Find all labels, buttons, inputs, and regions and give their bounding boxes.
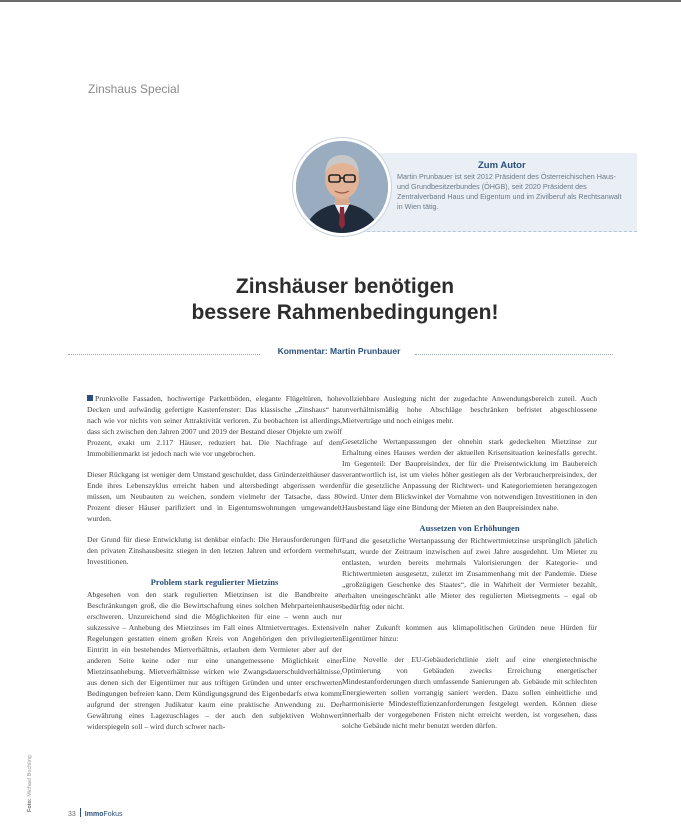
paragraph xyxy=(87,393,342,459)
footer-separator xyxy=(80,808,81,817)
paragraph: Gesetzliche Wertanpassungen der ohnehin stark gedeckelten Mietzinse zur Erhaltung eines Hauses werden der aktuellen Krisensituation keinesfalls gerecht. Im Gegenteil: Der Baupreisindex, der für die Preisentwicklung im Baubereich verantwortlich ist, ist um vieles höher gestiegen als der Verbraucherpreisindex, der für die gesetzliche Anpassung der Richtwert- und Kategoriemieten herangezogen wird. Unter dem Blickwinkel der Vornahme von notwendigen Investitionen in den Hausbestand läge eine Bindung der Mieten an den Baupreisindex nahe. xyxy=(342,437,597,512)
article-column-left xyxy=(87,393,342,742)
start-square-icon xyxy=(87,395,93,401)
byline-divider-left xyxy=(68,354,260,355)
author-bio: Martin Prunbauer ist seit 2012 Präsident des Österreichischen Haus- und Grundbesitzerbundes (ÖHGB), seit 2020 Präsident des Zentralverband Haus und Eigentum und im Zivilberuf als Rechtsanwalt in Wien tätig. xyxy=(397,172,622,211)
page-number: 33 xyxy=(68,811,76,818)
paragraph: Der Grund für diese Entwicklung ist denkbar einfach: Die Herausforderungen für den privaten Zinshausbesitz stiegen in den letzten Jahren und erfordern vermehrt Investitionen. xyxy=(87,535,342,566)
subheading: Problem stark regulierter Mietzins xyxy=(150,577,279,587)
paragraph: Eine Novelle der EU-Gebäuderichtlinie zielt auf eine energietechnische Optimierung von Gebäuden zwecks Erreichung energetischer Mindestanforderungen durch umfassende Sanierungen ab. Gebäude mit schlechten Energiewerten sollen vorrangig saniert werden. Dazu sollen einheitliche und harmonisierte Mindesteffizienzanforderungen festgelegt werden. Können diese innerhalb der vorgegebenen Fristen nicht erreicht werden, ist vorgesehen, dass solche Gebäude nicht mehr benutzt werden dürfen. xyxy=(342,655,597,730)
article-headline xyxy=(110,274,580,326)
paragraph: vollziehbare Auslegung nicht der zugedachte Anwendungsbereich zuteil. Auch unverhältnismäßig hohe Abschläge beschränken befristet abgeschlossene Mietverträge und noch einiges mehr. xyxy=(342,394,597,425)
magazine-brand-rest: Fokus xyxy=(103,811,123,818)
section-label: Zinshaus Special xyxy=(88,82,180,96)
headline-line-1: Zinshäuser benötigen xyxy=(235,275,455,298)
byline: Kommentar: Martin Prunbauer xyxy=(277,346,401,356)
photo-credit-name: Michael Buchling xyxy=(27,755,33,797)
byline-divider-right xyxy=(415,354,613,355)
byline-row xyxy=(68,346,613,360)
magazine-brand-bold: Immo xyxy=(84,811,104,818)
headline-line-2: bessere Rahmenbedingungen! xyxy=(191,301,499,324)
top-rule xyxy=(0,0,681,2)
photo-credit xyxy=(27,722,37,812)
photo-credit-label: Foto: xyxy=(27,798,33,812)
paragraph: Abgesehen von den stark regulierten Mietzinsen ist die Bandbreite an Beschränkungen groß, die die Bewirtschaftung eines solchen Mehrparteienhauses erschweren. Unzureichend sind die Möglichkeiten für eine – wenn auch nur sukzessive – Anhebung des Mietzinses im Fall eines Altmietvertrages. Extensive Regelungen gestatten einem großen Kreis von Angehörigen den privilegierten Eintritt in ein bestehendes Mietverhältnis, erlauben dem Vermieter aber auf der anderen Seite keine oder nur eine unangemessene Möglichkeit einer Mietzinsanhebung. Mietverhältnisse wirken wie Zwangsdauerschuldverhältnisse, aus denen sich der Eigentümer nur aus triftigen Gründen und unter erschwerten Bedingungen befreien kann. Dem Kündigungsgrund des Eigenbedarfs etwa kommt aufgrund der strengen Judikatur kaum eine praktische Anwendung zu. Der Gewährung eines Lagezuschlages – der auch den subjektiven Wohnwert widerspiegeln soll – wird durch schwer nach- xyxy=(87,590,342,731)
paragraph: In naher Zukunft kommen aus klimapolitischen Gründen neue Hürden für Eigentümer hinzu: xyxy=(342,623,597,643)
subheading: Aussetzen von Erhöhungen xyxy=(419,523,520,533)
article-column-right xyxy=(342,393,597,741)
paragraph-text: Prunkvolle Fassaden, hochwertige Parkettböden, elegante Flügeltüren, hohe Decken und aufwändig gefertigte Kastenfenster: Das klassische „Zinshaus“ hat nach wie vor nichts von seiner Attraktivität verloren. Zu beobachten ist allerdings, dass sich zwischen den Jahren 2007 und 2019 der Bestand dieser Objekte um zwölf Prozent, exakt um 2.117 Häuser, reduziert hat. Die Nachfrage auf dem Immobilienmarkt ist jedoch nach wie vor ungebrochen. xyxy=(87,394,342,458)
page-footer xyxy=(68,808,123,818)
author-photo xyxy=(293,138,391,236)
author-box-title: Zum Autor xyxy=(478,160,526,171)
paragraph: Fand die gesetzliche Wertanpassung der Richtwertmietzinse ursprünglich jährlich statt, wurde der Zeitraum inzwischen auf zwei Jahre ausgedehnt. Um Mieter zu entlasten, wurden bereits mehrmals Valorisierungen der Kategorie- und Richtwertmieten ausgesetzt, zuletzt im Zusammenhang mit der Pandemie. Diese „großzügigen Geschenke des Staates“, die in Wahrheit der Vermieter bezahlt, erhalten uneingeschränkt alle Mieter des regulierten Mietsegments – egal ob bedürftig oder nicht. xyxy=(342,536,597,611)
paragraph: Dieser Rückgang ist weniger dem Umstand geschuldet, dass Gründerzeithäuser das Ende ihres Lebenszyklus erreicht haben und altersbedingt abgerissen werden müssen, um Neubauten zu weichen, sondern vielmehr der Tatsache, dass 80 Prozent dieser Häuser parifiziert und in Eigentumswohnungen umgewandelt wurden. xyxy=(87,470,342,523)
